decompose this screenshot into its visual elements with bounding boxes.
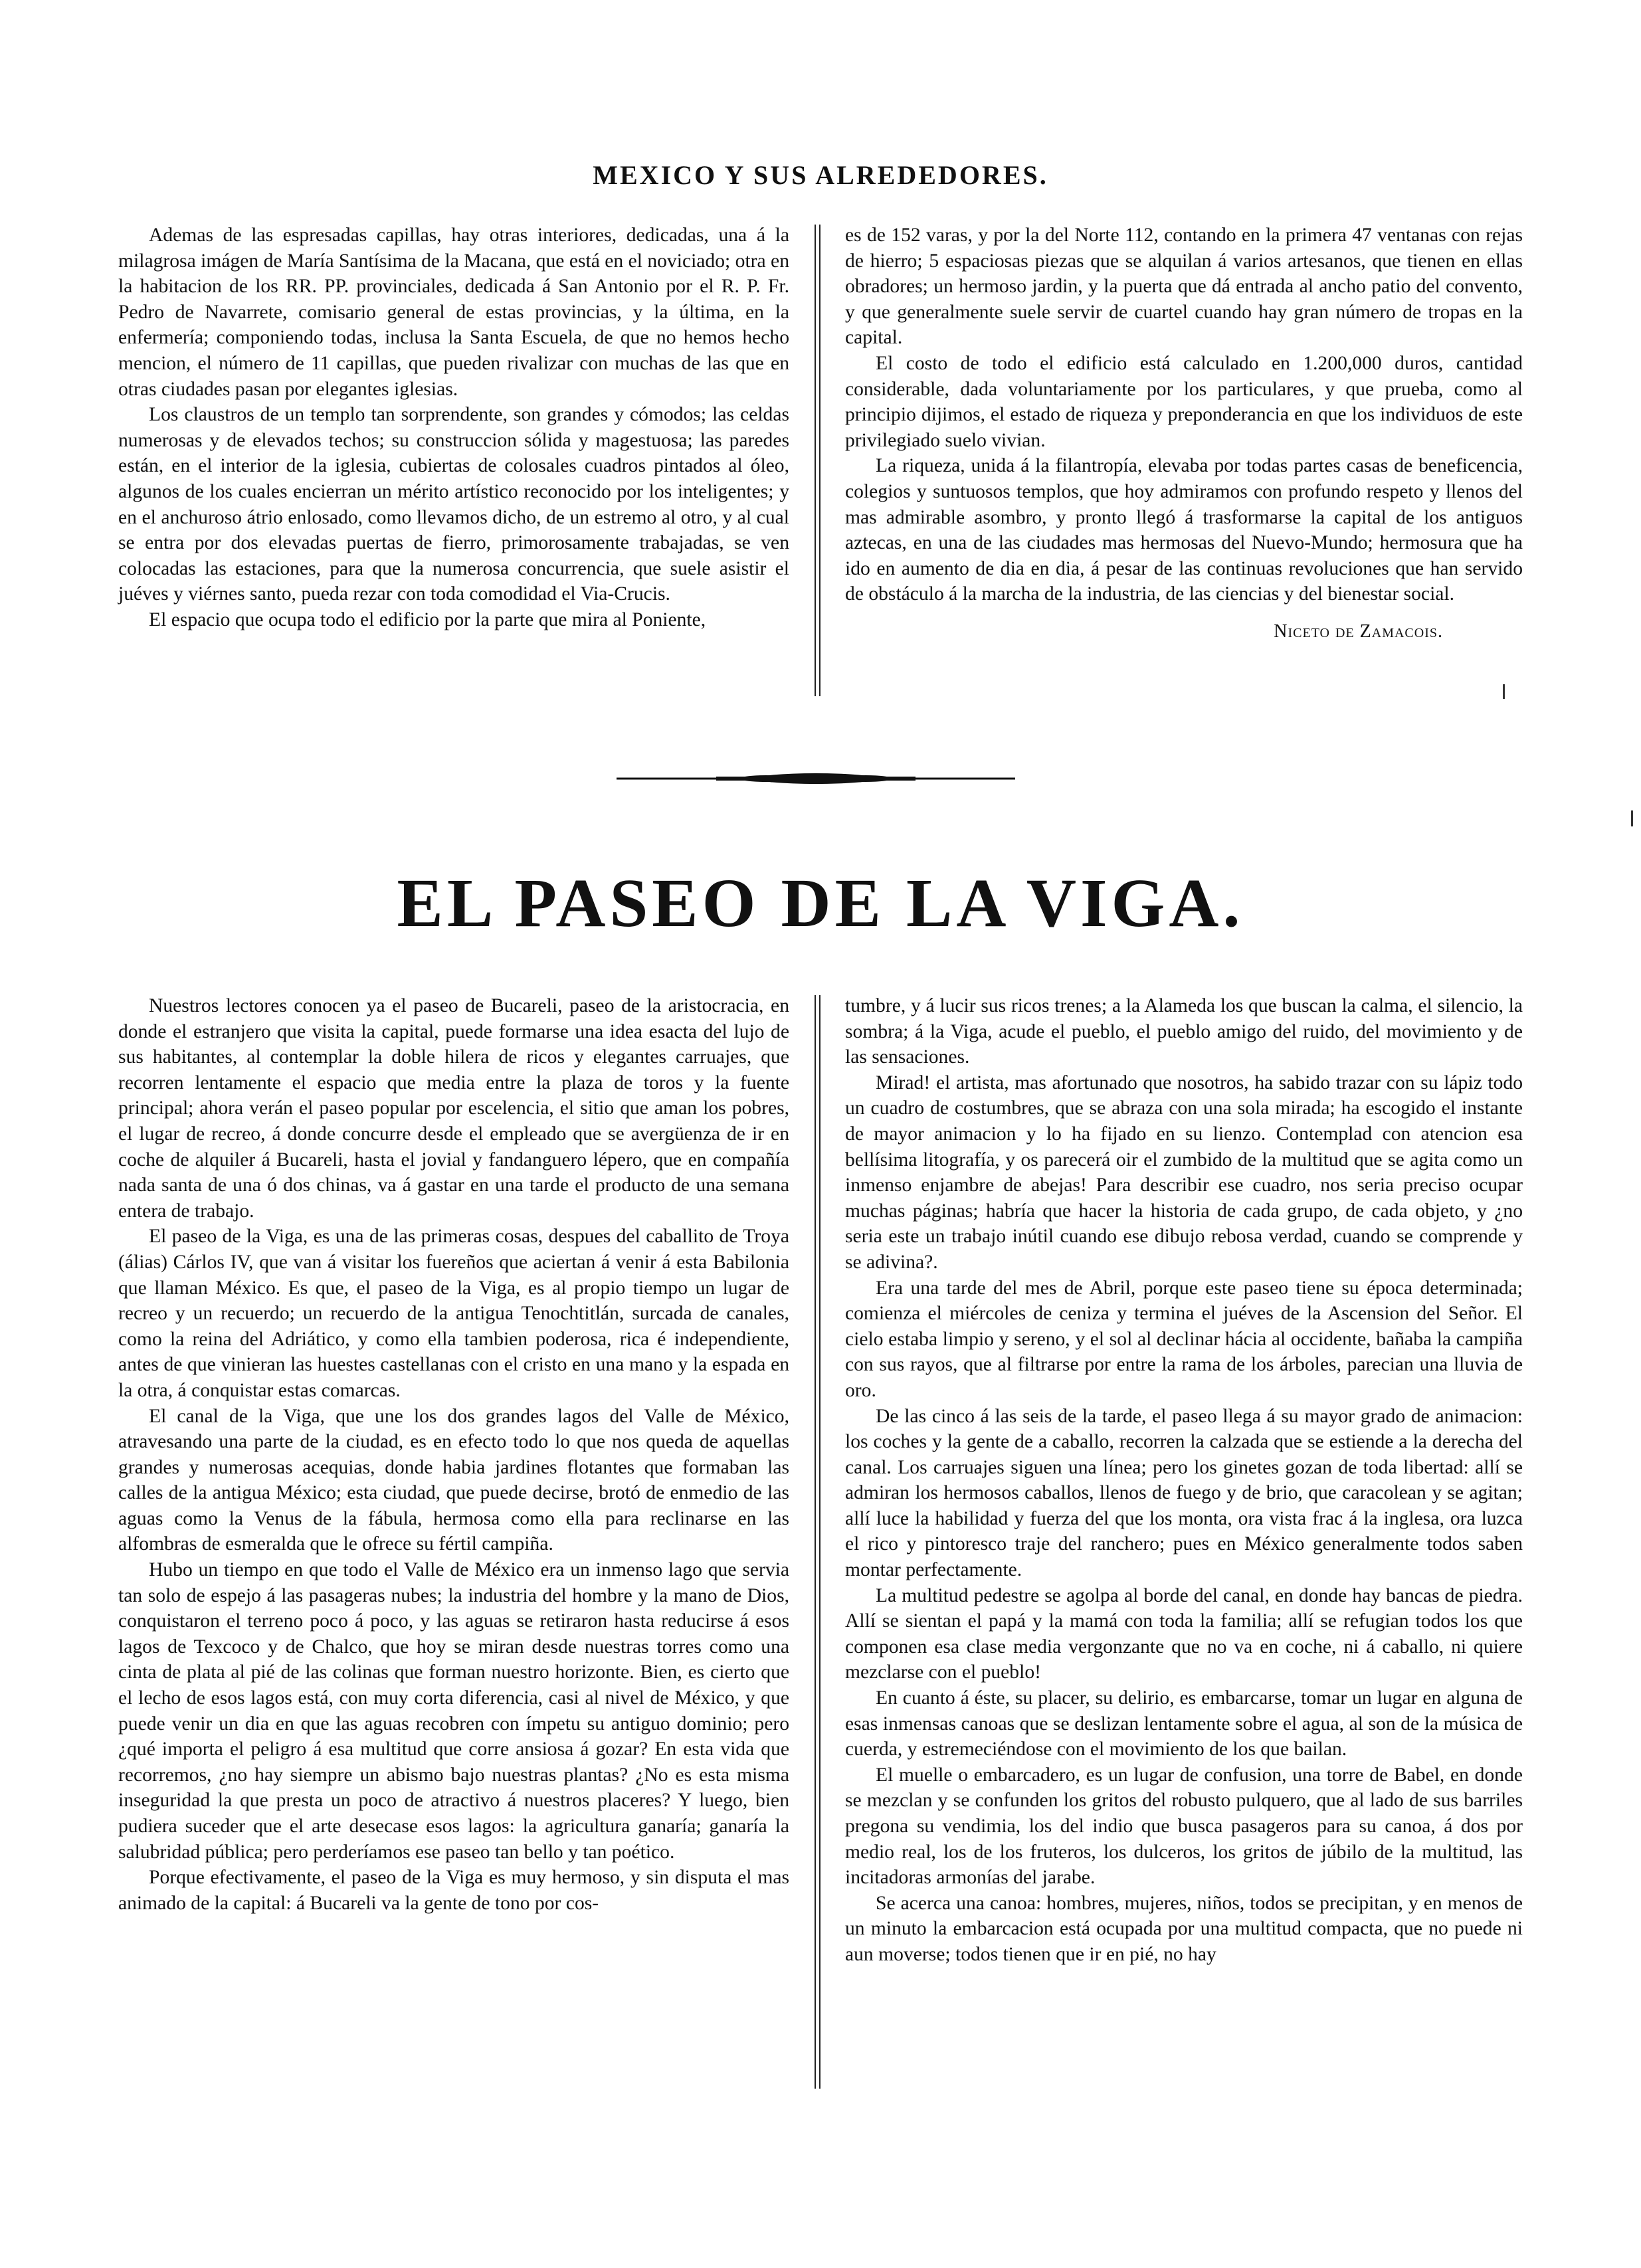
paragraph: En cuanto á éste, su placer, su delirio, es embarcarse, tomar un lugar en alguna de esas inmensas canoas que se deslizan lentamente sobre el agua, al son de la música de cuerda, y estremeciéndose con el movimiento de los que bailan. xyxy=(845,1687,1523,1760)
paragraph: Ademas de las espresadas capillas, hay otras interiores, dedicadas, una á la milagrosa imágen de María Santísima de la Macana, que está en el noviciado; otra en la habitacion de los RR. PP. provinciales, dedicada á San Antonio por el R. P. Fr. Pedro de Navarrete, comisario general de estas provincias, y la última, en la enfermería; componiendo todas, inclusa la Santa Escuela, de que no hemos hecho mencion, el número de 11 capillas, que pueden rivalizar con muchas de las que en otras ciudades pasan por elegantes iglesias. xyxy=(118,225,789,400)
paragraph: La riqueza, unida á la filantropía, elevaba por todas partes casas de beneficencia, colegios y suntuosos templos, que hoy admiramos con profundo respeto y llenos del mas admirable asombro, y pronto llegó á trasformarse la capital de los antiguos aztecas, en una de las ciudades mas hermosas del Nuevo-Mundo; hermosura que ha ido en aumento de dia en dia, á pesar de las continuas revoluciones que han servido de obstáculo á la marcha de la industria, de las ciencias y del bienestar social. xyxy=(845,455,1523,605)
paragraph: Porque efectivamente, el paseo de la Viga es muy hermoso, y sin disputa el mas animado de la capital: á Bucareli va la gente de tono por cos- xyxy=(118,1867,789,1914)
paragraph: es de 152 varas, y por la del Norte 112, contando en la primera 47 ventanas con rejas de hierro; 5 espaciosas piezas que se alquilan á varios artesanos, que tienen en ellas obradores; un hermoso jardin, y la puerta que dá entrada al ancho patio del convento, y que generalmente suele servir de cuartel cuando hay gran número de tropas en la capital. xyxy=(845,225,1523,349)
column-rule xyxy=(815,995,816,2089)
author-signature: Niceto de Zamacois. xyxy=(1274,620,1443,642)
first-article-column-left xyxy=(118,223,789,633)
paragraph: tumbre, y á lucir sus ricos trenes; a la Alameda los que buscan la calma, el silencio, la sombra; á la Viga, acude el pueblo, el pueblo amigo del ruido, del movimiento y de las sensaciones. xyxy=(845,995,1523,1068)
paragraph: Nuestros lectores conocen ya el paseo de Bucareli, paseo de la aristocracia, en donde el estranjero que visita la capital, puede formarse una idea esacta del lujo de sus habitantes, al contemplar la doble hilera de ricos y elegantes carruajes, que recorren lentamente el espacio que media entre la plaza de toros y la fuente principal; ahora verán el paseo popular por escelencia, el sitio que aman los pobres, el lugar de recreo, á donde concurre desde el empleado que se avergüenza de ir en coche de alquiler á Bucareli, hasta el jovial y fandanguero lépero, que en compañía nada santa de una ó dos chinas, va á gastar en una tarde el producto de una semana entera de trabajo. xyxy=(118,995,789,1222)
paragraph: La multitud pedestre se agolpa al borde del canal, en donde hay bancas de piedra. Allí se sientan el papá y la mamá con toda la familia; allí se refugian todos los que componen esa clase media vergonzante que no va en coche, ni á caballo, ni quiere mezclarse con el pueblo! xyxy=(845,1584,1523,1683)
paragraph: El canal de la Viga, que une los dos grandes lagos del Valle de México, atravesando una parte de la ciudad, es en efecto todo lo que nos queda de aquellas grandes y numerosas acequias, donde habia jardines flotantes que formaban las calles de la antigua México; esta ciudad, que puede decirse, brotó de enmedio de las aguas como la Venus de la fábula, hermosa como ella para reclinarse en las alfombras de esmeralda que le ofrece su fértil campiña. xyxy=(118,1405,789,1555)
article-title: EL PASEO DE LA VIGA. xyxy=(397,865,1244,941)
paragraph: De las cinco á las seis de la tarde, el paseo llega á su mayor grado de animacion: los coches y la gente de a caballo, recorren la calzada que se estiende a la derecha del canal. Los carruajes siguen una línea; pero los ginetes gozan de toda libertad: allí se admiran los hermosos caballos, llenos de fuego y de brio, que caracolean y se agitan; allí luce la habilidad y fuerza del que los monta, ora vista frac á la inglesa, ora luzca el rico y pintoresco traje del ranchero; pues en México generalmente todos saben montar perfectamente. xyxy=(845,1405,1523,1581)
paragraph: El paseo de la Viga, es una de las primeras cosas, despues del caballito de Troya (álias) Cárlos IV, que van á visitar los fuereños que aciertan á venir á esta Babilonia que llaman México. Es que, el paseo de la Viga, es al propio tiempo un lugar de recreo y un recuerdo; un recuerdo de la antigua Tenochtitlán, surcada de canales, como la reina del Adriático, y como ella tambien poderosa, rica é independiente, antes de que vinieran las huestes castellanas con el cristo en una mano y la espada en la otra, á conquistar estas comarcas. xyxy=(118,1226,789,1401)
paragraph: Mirad! el artista, mas afortunado que nosotros, ha sabido trazar con su lápiz todo un cuadro de costumbres, que se abraza con una sola mirada; ha escogido el instante de mayor animacion y lo ha fijado en su lienzo. Contemplad con atencion esa bellísima litografía, y os parecerá oir el zumbido de la multitud que se agita como un inmenso enjambre de abejas! Para describir ese cuadro, nos seria preciso ocupar muchas páginas; habría que hacer la historia de cada grupo, de cada objeto, y ¿no seria este un trabajo inútil cuando ese dibujo rebosa verdad, cuando se comprende y se adivina?. xyxy=(845,1072,1523,1273)
margin-mark xyxy=(1631,810,1633,826)
paragraph: El espacio que ocupa todo el edificio por la parte que mira al Poniente, xyxy=(149,609,706,630)
second-article-column-right xyxy=(845,993,1523,1968)
paragraph: El muelle o embarcadero, es un lugar de confusion, una torre de Babel, en donde se mezclan y se confunden los gritos del robusto pulquero, que al lado de sus barriles pregona su vendimia, los del indio que busca pasageros para su canoa, á dos por medio real, los de los fruteros, los dulceros, los gritos de júbilo de la multitud, las incitadoras armonías del jarabe. xyxy=(845,1764,1523,1889)
paragraph: Hubo un tiempo en que todo el Valle de México era un inmenso lago que servia tan solo de espejo á las pasageras nubes; la industria del hombre y la mano de Dios, conquistaron el terreno poco á poco, y las aguas se retiraron hasta reducirse á esos lagos de Texcoco y de Chalco, que hoy se miran desde nuestras torres como una cinta de plata al pié de las colinas que forman nuestro horizonte. Bien, es cierto que el lecho de esos lagos está, con muy corta diferencia, casi al nivel de México, y que puede venir un dia en que las aguas recobren con ímpetu su antiguo dominio; pero ¿qué importa el peligro á esa multitud que corre ansiosa á gozar? En esta vida que recorremos, ¿no hay siempre un abismo bajo nuestras plantas? ¿No es esta misma inseguridad la que presta un poco de atractivo á nuestros placeres? Y luego, bien pudiera suceder que el arte desecase esos lagos: la agricultura ganaría; ganaría la salubridad pública; pero perderíamos ese paseo tan bello y tan poético. xyxy=(118,1559,789,1863)
paragraph: Era una tarde del mes de Abril, porque este paseo tiene su época determinada; comienza el miércoles de ceniza y termina el juéves de la Ascension del Señor. El cielo estaba limpio y sereno, y el sol al declinar hácia al occidente, bañaba la campiña con sus rayos, que al filtrarse por entre la rama de los árboles, parecian una lluvia de oro. xyxy=(845,1277,1523,1401)
paragraph: Los claustros de un templo tan sorprendente, son grandes y cómodos; las celdas numerosas y de elevados techos; su construccion sólida y magestuosa; las paredes están, en el interior de la iglesia, cubiertas de colosales cuadros pintados al óleo, algunos de los cuales encierran un mérito artístico reconocido por los inteligentes; y en el anchuroso átrio enlosado, como llevamos dicho, de un estremo al otro, y al cual se entra por dos elevadas puertas de fierro, primorosamente trabajadas, se ven colocadas las estaciones, para que la numerosa concurrencia, que suele asistir el juéves y viérnes santo, pueda rezar con toda comodidad el Via-Crucis. xyxy=(118,404,789,605)
margin-mark xyxy=(1503,684,1505,699)
running-header: MEXICO Y SUS ALREDEDORES. xyxy=(593,160,1048,190)
second-article-column-left xyxy=(118,993,789,1916)
ornamental-divider xyxy=(617,771,1015,787)
first-article-column-right xyxy=(845,223,1523,645)
column-rule xyxy=(815,225,816,696)
paragraph: El costo de todo el edificio está calculado en 1.200,000 duros, cantidad considerable, dada voluntariamente por los particulares, y que prueba, como al principio dijimos, el estado de riqueza y preponderancia en que los individuos de este privilegiado suelo vivian. xyxy=(845,352,1523,451)
paragraph: Se acerca una canoa: hombres, mujeres, niños, todos se precipitan, y en menos de un minuto la embarcacion está ocupada por una multitud compacta, que no puede ni aun moverse; todos tienen que ir en pié, no hay xyxy=(845,1892,1523,1965)
